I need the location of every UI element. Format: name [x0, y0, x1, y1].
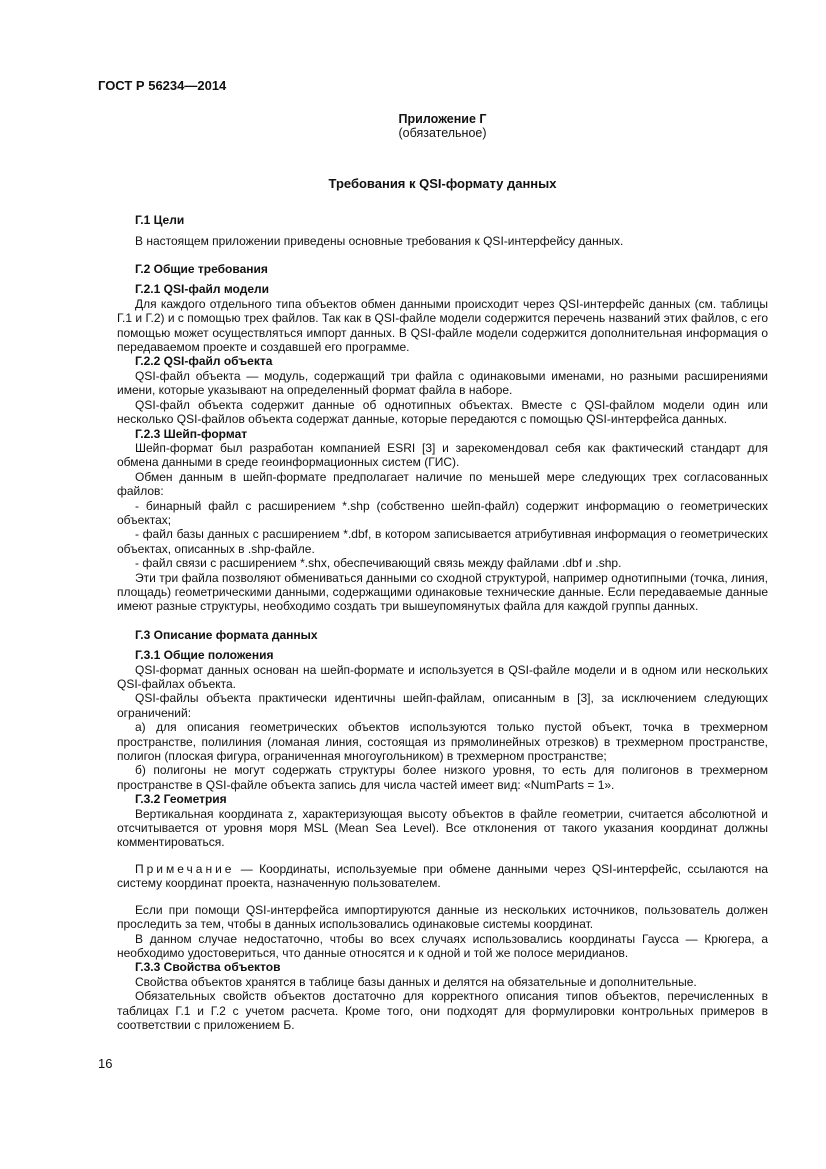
paragraph: Если при помощи QSI-интерфейса импортируются данные из нескольких источников, пользователь должен проследить за тем, чтобы в данных использовались одинаковые системы координат. [117, 902, 768, 932]
section-g2-title: Г.2 Общие требования [135, 262, 268, 277]
paragraph: QSI-формат данных основан на шейп-формате и используется в QSI-файле модели и в одном или нескольких QSI-файлах объекта. [117, 662, 768, 691]
appendix-status: (обязательное) [398, 126, 487, 141]
section-g22-title: Г.2.2 QSI-файл объекта [135, 354, 273, 369]
paragraph: QSI-файл объекта — модуль, содержащий три файла с одинаковыми именами, но разными расширениями имени, которые указывают на определенный формат файла в наборе. [117, 368, 768, 398]
paragraph: Обмен данным в шейп-формате предполагает наличие по меньшей мере следующих трех согласованных файлов: [117, 469, 768, 499]
paragraph: QSI-файлы объекта практически идентичны шейп-файлам, описанным в [3], за исключением следующих ограничений: [117, 691, 768, 720]
paragraph: В настоящем приложении приведены основные требования к QSI-интерфейсу данных. [135, 233, 624, 248]
section-g23-title: Г.2.3 Шейп-формат [135, 426, 248, 441]
section-g3-title: Г.3 Описание формата данных [135, 627, 318, 642]
note-text: — Координаты, используемые при обмене данными через QSI-интерфейс, ссылаются на систему координат проекта, назначенную пользователем. [117, 861, 768, 891]
list-item: а) для описания геометрических объектов используются только пустой объект, точка в трехмерном пространстве, полилиния (ломаная линия, состоящая из прямолинейных отрезков) в трехмерном пространстве, полигон (плоская фигура, ограниченная многоугольником) в трехмерном пространстве; [117, 720, 768, 764]
section-g32-title: Г.3.2 Геометрия [135, 792, 227, 807]
appendix-heading: Требования к QSI-формату данных [328, 175, 557, 191]
document-header: ГОСТ Р 56234—2014 [98, 78, 227, 93]
paragraph: Обязательных свойств объектов достаточно для корректного описания типов объектов, перечисленных в таблицах Г.1 и Г.2 с учетом расчета. Кроме того, они подходят для формулировки контрольных примеров в соответствии с приложением Б. [117, 989, 768, 1032]
document-body [117, 112, 768, 1032]
appendix-title: Приложение Г [398, 112, 487, 126]
section-g31-title: Г.3.1 Общие положения [135, 648, 274, 663]
paragraph: Эти три файла позволяют обмениваться данными со сходной структурой, например однотипными (точка, линия, площадь) геометрическими данными, содержащими одинаковые технические данные. Если передаваемые данные имеют разные структуры, необходимо создать три вышеупомянутых файла для каждой группы данных. [117, 570, 768, 614]
section-g21-title: Г.2.1 QSI-файл модели [135, 282, 270, 297]
paragraph: QSI-файл объекта содержит данные об однотипных объектах. Вместе с QSI-файлом модели один или несколько QSI-файлов объекта содержат данные, которые передаются с помощью QSI-интерфейса данных. [117, 397, 768, 427]
list-item: б) полигоны не могут содержать структуры более низкого уровня, то есть для полигонов в трехмерном пространстве в QSI-файле объекта запись для числа частей имеет вид: «NumParts = 1». [117, 763, 768, 792]
paragraph: В данном случае недостаточно, чтобы во всех случаях использовались координаты Гаусса — Крюгера, а необходимо удостовериться, что данные относятся и к одной и той же полосе меридианов. [117, 931, 768, 960]
list-item: - файл базы данных с расширением *.dbf, в котором записывается атрибутивная информация о геометрических объектах, описанных в .shp-файле. [117, 527, 768, 556]
note-label: Примечание [135, 861, 235, 876]
list-item: - файл связи с расширением *.shx, обеспечивающий связь между файлами .dbf и .shp. [135, 556, 622, 571]
page-number: 16 [98, 1056, 113, 1071]
paragraph: Вертикальная координата z, характеризующая высоту объектов в файле геометрии, считается абсолютной и отсчитывается от уровня моря MSL (Mean Sea Level). Все отклонения от такого указания координат должны комментироваться. [117, 806, 768, 850]
paragraph: Для каждого отдельного типа объектов обмен данными происходит через QSI-интерфейс данных (см. таблицы Г.1 и Г.2) и с помощью трех файлов. Так как в QSI-файле модели содержится перечень названий этих файлов, с его помощью может осуществляться импорт данных. В QSI-файле модели содержится дополнительная информация о передаваемом проекте и создавшей его программе. [117, 296, 768, 355]
section-g33-title: Г.3.3 Свойства объектов [135, 960, 281, 975]
section-g1-title: Г.1 Цели [135, 213, 185, 228]
paragraph: Шейп-формат был разработан компанией ESRI [3] и зарекомендовал себя как фактический стандарт для обмена данными в среде геоинформационных систем (ГИС). [117, 440, 768, 470]
paragraph: Свойства объектов хранятся в таблице базы данных и делятся на обязательные и дополнительные. [135, 974, 697, 989]
list-item: - бинарный файл с расширением *.shp (собственно шейп-файл) содержит информацию о геометрических объектах; [117, 498, 768, 527]
note [117, 862, 768, 891]
